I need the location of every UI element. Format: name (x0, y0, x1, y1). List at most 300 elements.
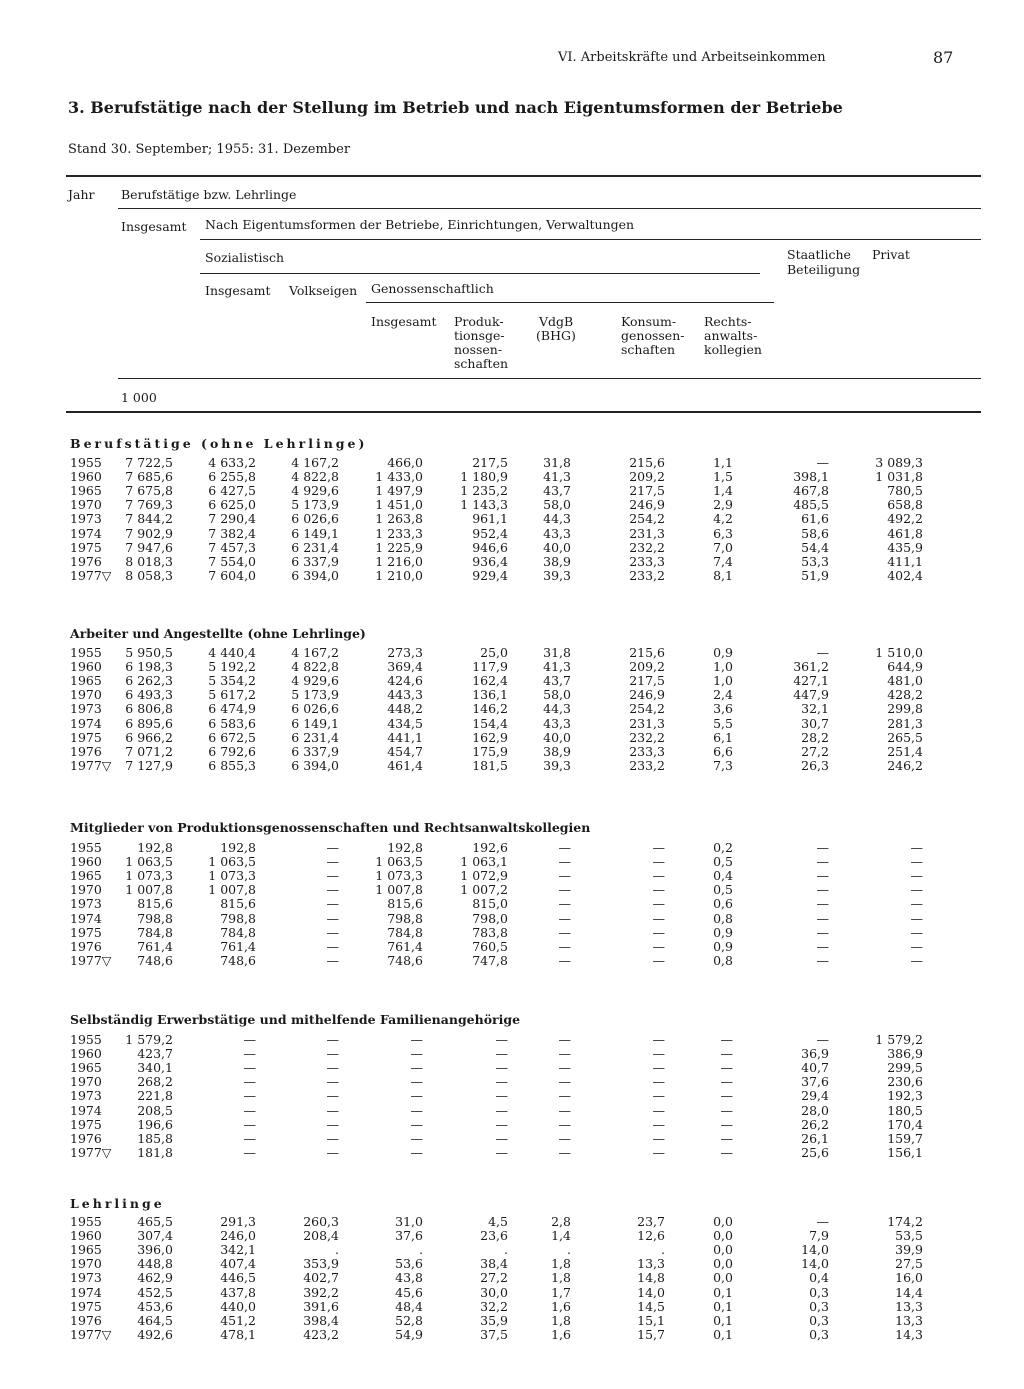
cell-insgesamt: 452,5 (137, 1284, 173, 1300)
cell-insgesamt: 7 947,6 (125, 539, 173, 555)
cell-vdgb: — (558, 896, 571, 912)
cell-insgesamt: 6 262,3 (125, 673, 173, 689)
cell-rechtsanwalt: 8,1 (713, 567, 733, 583)
cell-soz-insgesamt: 7 382,4 (208, 525, 256, 541)
cell-insgesamt: 8 018,3 (125, 553, 173, 569)
cell-volkseigen: — (326, 910, 339, 926)
cell-vdgb: 31,8 (543, 455, 571, 470)
cell-konsum: 246,9 (629, 687, 665, 703)
cell-insgesamt: 6 966,2 (125, 729, 173, 745)
cell-year: 1955 (70, 455, 102, 470)
cell-volkseigen: 6 337,9 (291, 553, 339, 569)
cell-rechtsanwalt: 1,5 (713, 469, 733, 485)
cell-gen-insgesamt: 441,1 (387, 729, 423, 745)
cell-produktion: 162,4 (472, 673, 508, 689)
cell-volkseigen: 4 167,2 (291, 645, 339, 660)
cell-year: 1970 (70, 1256, 102, 1272)
cell-staatlich: — (816, 896, 829, 912)
rechts-header-3: kollegien (704, 342, 762, 357)
cell-konsum: 23,7 (637, 1214, 665, 1229)
cell-year: 1976 (70, 743, 102, 759)
cell-insgesamt: 453,6 (137, 1298, 173, 1314)
konsum-header-3: schaften (621, 342, 676, 357)
vdgb-header-2: (BHG) (536, 328, 576, 343)
konsum-header-2: genossen- (621, 328, 685, 343)
cell-soz-insgesamt: — (243, 1074, 256, 1090)
cell-gen-insgesamt: — (410, 1046, 423, 1062)
table-row (0, 912, 1024, 926)
cell-konsum: 254,2 (629, 511, 665, 527)
cell-vdgb: — (558, 882, 571, 898)
cell-soz-insgesamt: — (243, 1060, 256, 1076)
cell-konsum: 233,2 (629, 567, 665, 583)
cell-gen-insgesamt: — (410, 1088, 423, 1104)
cell-year: 1973 (70, 1088, 102, 1104)
cell-rechtsanwalt: 0,9 (713, 938, 733, 954)
table-subtitle: Stand 30. September; 1955: 31. Dezember (68, 142, 351, 157)
cell-rechtsanwalt: 0,1 (713, 1326, 733, 1342)
cell-konsum: — (652, 1102, 665, 1118)
cell-soz-insgesamt: 798,8 (220, 910, 256, 926)
cell-soz-insgesamt: 451,2 (220, 1312, 256, 1328)
cell-konsum: — (652, 910, 665, 926)
cell-soz-insgesamt: 246,0 (220, 1228, 256, 1244)
cell-rechtsanwalt: 0,9 (713, 645, 733, 660)
table-row (0, 897, 1024, 911)
cell-volkseigen: 6 026,6 (291, 511, 339, 527)
cell-konsum: — (652, 1144, 665, 1160)
cell-rechtsanwalt: — (720, 1046, 733, 1062)
cell-produktion: 35,9 (480, 1312, 508, 1328)
cell-rechtsanwalt: — (720, 1130, 733, 1146)
cell-privat: 39,9 (895, 1242, 923, 1258)
cell-volkseigen: 4 167,2 (291, 455, 339, 470)
cell-insgesamt: 181,8 (137, 1144, 173, 1160)
cell-year: 1960 (70, 854, 102, 870)
cell-year: 1977▽ (70, 1144, 112, 1160)
cell-konsum: 14,0 (637, 1284, 665, 1300)
cell-insgesamt: 7 685,6 (125, 469, 173, 485)
unit-label: 1 000 (121, 390, 157, 405)
cell-year: 1977▽ (70, 1326, 112, 1342)
cell-volkseigen: 4 929,6 (291, 673, 339, 689)
cell-konsum: — (652, 1046, 665, 1062)
cell-staatlich: 0,3 (809, 1326, 829, 1342)
table-row (0, 1328, 1024, 1342)
cell-insgesamt: 1 579,2 (125, 1032, 173, 1047)
cell-rechtsanwalt: — (720, 1088, 733, 1104)
cell-insgesamt: 448,8 (137, 1256, 173, 1272)
cell-insgesamt: 761,4 (137, 938, 173, 954)
cell-year: 1974 (70, 910, 102, 926)
table-row (0, 569, 1024, 583)
cell-soz-insgesamt: 5 192,2 (208, 659, 256, 675)
cell-gen-insgesamt: — (410, 1130, 423, 1146)
cell-rechtsanwalt: 0,8 (713, 952, 733, 968)
cell-gen-insgesamt: 1 225,9 (375, 539, 423, 555)
table-row (0, 731, 1024, 745)
cell-staatlich: — (816, 1214, 829, 1229)
cell-gen-insgesamt: 43,8 (395, 1270, 423, 1286)
cell-produktion: 25,0 (480, 645, 508, 660)
cell-staatlich: 0,3 (809, 1284, 829, 1300)
cell-produktion: 747,8 (472, 952, 508, 968)
col-insgesamt-header: Insgesamt (121, 219, 187, 234)
cell-privat: — (910, 840, 923, 855)
cell-soz-insgesamt: — (243, 1144, 256, 1160)
cell-produktion: 181,5 (472, 757, 508, 773)
cell-staatlich: 0,4 (809, 1270, 829, 1286)
cell-year: 1965 (70, 673, 102, 689)
cell-staatlich: 54,4 (801, 539, 829, 555)
cell-insgesamt: 221,8 (137, 1088, 173, 1104)
cell-produktion: 1 143,3 (460, 497, 508, 513)
cell-vdgb: 58,0 (543, 687, 571, 703)
cell-rechtsanwalt: 7,3 (713, 757, 733, 773)
cell-volkseigen: — (326, 924, 339, 940)
table-row (0, 512, 1024, 526)
cell-soz-insgesamt: 6 583,6 (208, 715, 256, 731)
cell-insgesamt: 465,5 (137, 1214, 173, 1229)
cell-rechtsanwalt: 6,3 (713, 525, 733, 541)
cell-insgesamt: 1 073,3 (125, 868, 173, 884)
cell-insgesamt: 7 071,2 (125, 743, 173, 759)
cell-insgesamt: 7 127,9 (125, 757, 173, 773)
cell-konsum: — (652, 952, 665, 968)
berufstaetige-header: Berufstätige bzw. Lehrlinge (121, 187, 297, 202)
cell-privat: 644,9 (887, 659, 923, 675)
cell-insgesamt: 268,2 (137, 1074, 173, 1090)
cell-volkseigen: 6 231,4 (291, 539, 339, 555)
vdgb-header-1: VdgB (539, 314, 574, 329)
cell-year: 1976 (70, 1130, 102, 1146)
cell-volkseigen: — (326, 868, 339, 884)
cell-vdgb: 41,3 (543, 659, 571, 675)
cell-privat: 265,5 (887, 729, 923, 745)
cell-insgesamt: 185,8 (137, 1130, 173, 1146)
table-row (0, 717, 1024, 731)
table-row (0, 1300, 1024, 1314)
cell-volkseigen: 260,3 (303, 1214, 339, 1229)
cell-privat: 492,2 (887, 511, 923, 527)
cell-year: 1955 (70, 1032, 102, 1047)
cell-year: 1955 (70, 1214, 102, 1229)
cell-privat: 780,5 (887, 483, 923, 499)
rule-under-sozialistisch (200, 273, 760, 274)
cell-year: 1973 (70, 701, 102, 717)
cell-privat: — (910, 854, 923, 870)
cell-vdgb: 44,3 (543, 701, 571, 717)
cell-soz-insgesamt: 761,4 (220, 938, 256, 954)
table-row (0, 841, 1024, 855)
cell-privat: 281,3 (887, 715, 923, 731)
cell-privat: — (910, 896, 923, 912)
cell-vdgb: 38,9 (543, 553, 571, 569)
cell-volkseigen: . (335, 1242, 339, 1258)
cell-staatlich: 361,2 (793, 659, 829, 675)
cell-volkseigen: — (326, 854, 339, 870)
cell-soz-insgesamt: 478,1 (220, 1326, 256, 1342)
cell-konsum: 231,3 (629, 715, 665, 731)
cell-rechtsanwalt: 0,0 (713, 1242, 733, 1258)
col-jahr-header: Jahr (68, 187, 95, 202)
cell-vdgb: — (558, 1060, 571, 1076)
cell-privat: 14,4 (895, 1284, 923, 1300)
cell-produktion: 162,9 (472, 729, 508, 745)
cell-insgesamt: 396,0 (137, 1242, 173, 1258)
cell-vdgb: — (558, 1074, 571, 1090)
cell-produktion: — (495, 1060, 508, 1076)
cell-year: 1960 (70, 1228, 102, 1244)
cell-produktion: — (495, 1032, 508, 1047)
cell-vdgb: 31,8 (543, 645, 571, 660)
cell-gen-insgesamt: 53,6 (395, 1256, 423, 1272)
cell-konsum: 232,2 (629, 729, 665, 745)
cell-volkseigen: — (326, 840, 339, 855)
cell-konsum: 233,2 (629, 757, 665, 773)
privat-header: Privat (872, 247, 910, 262)
cell-volkseigen: — (326, 1116, 339, 1132)
cell-insgesamt: 1 007,8 (125, 882, 173, 898)
cell-vdgb: 43,3 (543, 715, 571, 731)
cell-vdgb: — (558, 1130, 571, 1146)
cell-produktion: — (495, 1130, 508, 1146)
cell-rechtsanwalt: 6,1 (713, 729, 733, 745)
cell-volkseigen: — (326, 882, 339, 898)
table-row (0, 674, 1024, 688)
cell-rechtsanwalt: 2,4 (713, 687, 733, 703)
cell-privat: 658,8 (887, 497, 923, 513)
cell-year: 1955 (70, 840, 102, 855)
table-row (0, 555, 1024, 569)
cell-vdgb: 1,8 (551, 1312, 571, 1328)
cell-volkseigen: 353,9 (303, 1256, 339, 1272)
cell-volkseigen: 4 929,6 (291, 483, 339, 499)
cell-vdgb: — (558, 924, 571, 940)
cell-vdgb: — (558, 1046, 571, 1062)
cell-staatlich: 7,9 (809, 1228, 829, 1244)
cell-vdgb: 40,0 (543, 539, 571, 555)
cell-volkseigen: — (326, 1046, 339, 1062)
cell-volkseigen: 423,2 (303, 1326, 339, 1342)
cell-konsum: — (652, 1060, 665, 1076)
rule-above-unit (118, 378, 981, 379)
eigentumsformen-header: Nach Eigentumsformen der Betriebe, Einrichtungen, Verwaltungen (205, 217, 635, 232)
cell-staatlich: 30,7 (801, 715, 829, 731)
table-row (0, 1229, 1024, 1243)
cell-privat: — (910, 868, 923, 884)
cell-insgesamt: 7 675,8 (125, 483, 173, 499)
cell-year: 1976 (70, 553, 102, 569)
cell-konsum: — (652, 868, 665, 884)
cell-konsum: — (652, 938, 665, 954)
cell-staatlich: — (816, 868, 829, 884)
section-title-berufstaetige: Berufstätige (ohne Lehrlinge) (70, 436, 368, 451)
cell-year: 1965 (70, 1060, 102, 1076)
produktion-header-3: nossen- (454, 342, 503, 357)
rule-under-genossenschaftlich (366, 302, 774, 303)
cell-soz-insgesamt: 1 063,5 (208, 854, 256, 870)
cell-rechtsanwalt: 7,4 (713, 553, 733, 569)
cell-produktion: — (495, 1046, 508, 1062)
cell-konsum: 209,2 (629, 469, 665, 485)
cell-gen-insgesamt: 1 007,8 (375, 882, 423, 898)
table-row (0, 470, 1024, 484)
cell-privat: 230,6 (887, 1074, 923, 1090)
cell-insgesamt: 462,9 (137, 1270, 173, 1286)
produktion-header-1: Produk- (454, 314, 504, 329)
cell-staatlich: — (816, 645, 829, 660)
cell-volkseigen: 4 822,8 (291, 659, 339, 675)
cell-soz-insgesamt: 4 633,2 (208, 455, 256, 470)
cell-insgesamt: 815,6 (137, 896, 173, 912)
cell-volkseigen: 5 173,9 (291, 497, 339, 513)
cell-vdgb: 43,3 (543, 525, 571, 541)
cell-soz-insgesamt: 7 554,0 (208, 553, 256, 569)
table-row (0, 1314, 1024, 1328)
cell-privat: 299,5 (887, 1060, 923, 1076)
cell-staatlich: 26,1 (801, 1130, 829, 1146)
cell-year: 1973 (70, 511, 102, 527)
cell-staatlich: 32,1 (801, 701, 829, 717)
cell-rechtsanwalt: 1,4 (713, 483, 733, 499)
cell-staatlich: 14,0 (801, 1256, 829, 1272)
cell-produktion: 1 235,2 (460, 483, 508, 499)
cell-staatlich: 398,1 (793, 469, 829, 485)
cell-gen-insgesamt: 31,0 (395, 1214, 423, 1229)
cell-rechtsanwalt: 0,8 (713, 910, 733, 926)
cell-vdgb: 44,3 (543, 511, 571, 527)
header-top-rule (66, 175, 981, 177)
cell-soz-insgesamt: 440,0 (220, 1298, 256, 1314)
rechts-header-2: anwalts- (704, 328, 758, 343)
cell-gen-insgesamt: 784,8 (387, 924, 423, 940)
cell-year: 1975 (70, 924, 102, 940)
cell-vdgb: 40,0 (543, 729, 571, 745)
cell-insgesamt: 340,1 (137, 1060, 173, 1076)
cell-rechtsanwalt: 2,9 (713, 497, 733, 513)
cell-vdgb: — (558, 1088, 571, 1104)
table-row (0, 702, 1024, 716)
cell-privat: 170,4 (887, 1116, 923, 1132)
cell-soz-insgesamt: 407,4 (220, 1256, 256, 1272)
section-title-arbeiter: Arbeiter und Angestellte (ohne Lehrlinge) (70, 626, 366, 641)
cell-privat: 402,4 (887, 567, 923, 583)
cell-produktion: 27,2 (480, 1270, 508, 1286)
cell-gen-insgesamt: 1 210,0 (375, 567, 423, 583)
cell-staatlich: 61,6 (801, 511, 829, 527)
cell-produktion: 1 180,9 (460, 469, 508, 485)
cell-gen-insgesamt: — (410, 1074, 423, 1090)
table-row (0, 541, 1024, 555)
cell-konsum: 12,6 (637, 1228, 665, 1244)
section-title-selbstaendig: Selbständig Erwerbstätige und mithelfende Familienangehörige (70, 1012, 521, 1027)
cell-produktion: — (495, 1144, 508, 1160)
section-title-mitglieder: Mitglieder von Produktionsgenossenschaften und Rechtsanwaltskollegien (70, 820, 591, 835)
cell-rechtsanwalt: 1,0 (713, 659, 733, 675)
cell-year: 1955 (70, 645, 102, 660)
cell-volkseigen: 6 149,1 (291, 715, 339, 731)
cell-year: 1974 (70, 1284, 102, 1300)
cell-insgesamt: 798,8 (137, 910, 173, 926)
cell-soz-insgesamt: — (243, 1116, 256, 1132)
cell-staatlich: — (816, 910, 829, 926)
cell-volkseigen: 402,7 (303, 1270, 339, 1286)
cell-produktion: 175,9 (472, 743, 508, 759)
cell-rechtsanwalt: 7,0 (713, 539, 733, 555)
cell-rechtsanwalt: 0,9 (713, 924, 733, 940)
cell-vdgb: 1,4 (551, 1228, 571, 1244)
cell-staatlich: 485,5 (793, 497, 829, 513)
sozialistisch-header: Sozialistisch (205, 250, 285, 265)
volkseigen-header: Volkseigen (289, 283, 358, 298)
cell-vdgb: 1,6 (551, 1326, 571, 1342)
cell-staatlich: 36,9 (801, 1046, 829, 1062)
cell-soz-insgesamt: 6 255,8 (208, 469, 256, 485)
cell-produktion: 32,2 (480, 1298, 508, 1314)
table-row (0, 1286, 1024, 1300)
staatliche-header-line1: Staatliche (787, 247, 851, 262)
cell-privat: 53,5 (895, 1228, 923, 1244)
cell-konsum: 233,3 (629, 553, 665, 569)
cell-gen-insgesamt: — (410, 1144, 423, 1160)
cell-produktion: 1 063,1 (460, 854, 508, 870)
table-row (0, 1271, 1024, 1285)
cell-year: 1960 (70, 1046, 102, 1062)
cell-rechtsanwalt: 0,0 (713, 1270, 733, 1286)
cell-gen-insgesamt: 798,8 (387, 910, 423, 926)
cell-rechtsanwalt: 0,0 (713, 1214, 733, 1229)
cell-insgesamt: 423,7 (137, 1046, 173, 1062)
cell-produktion: 798,0 (472, 910, 508, 926)
cell-gen-insgesamt: 448,2 (387, 701, 423, 717)
cell-privat: 13,3 (895, 1298, 923, 1314)
cell-rechtsanwalt: 0,5 (713, 854, 733, 870)
cell-year: 1960 (70, 469, 102, 485)
cell-privat: 13,3 (895, 1312, 923, 1328)
cell-insgesamt: 208,5 (137, 1102, 173, 1118)
cell-year: 1976 (70, 938, 102, 954)
cell-vdgb: 43,7 (543, 673, 571, 689)
cell-privat: 159,7 (887, 1130, 923, 1146)
cell-produktion: 37,5 (480, 1326, 508, 1342)
cell-produktion: 1 007,2 (460, 882, 508, 898)
cell-vdgb: 1,7 (551, 1284, 571, 1300)
cell-gen-insgesamt: — (410, 1032, 423, 1047)
cell-staatlich: 51,9 (801, 567, 829, 583)
cell-konsum: 217,5 (629, 673, 665, 689)
cell-produktion: 117,9 (472, 659, 508, 675)
cell-staatlich: — (816, 952, 829, 968)
cell-soz-insgesamt: 815,6 (220, 896, 256, 912)
table-row (0, 1215, 1024, 1229)
cell-volkseigen: 4 822,8 (291, 469, 339, 485)
cell-gen-insgesamt: 54,9 (395, 1326, 423, 1342)
cell-volkseigen: — (326, 1032, 339, 1047)
cell-gen-insgesamt: 369,4 (387, 659, 423, 675)
cell-soz-insgesamt: 6 855,3 (208, 757, 256, 773)
cell-insgesamt: 748,6 (137, 952, 173, 968)
cell-privat: — (910, 938, 923, 954)
cell-year: 1965 (70, 868, 102, 884)
cell-privat: 1 510,0 (875, 645, 923, 660)
cell-rechtsanwalt: 0,0 (713, 1228, 733, 1244)
cell-soz-insgesamt: — (243, 1032, 256, 1047)
cell-staatlich: 0,3 (809, 1312, 829, 1328)
cell-konsum: 215,6 (629, 645, 665, 660)
cell-vdgb: 39,3 (543, 567, 571, 583)
cell-soz-insgesamt: 192,8 (220, 840, 256, 855)
